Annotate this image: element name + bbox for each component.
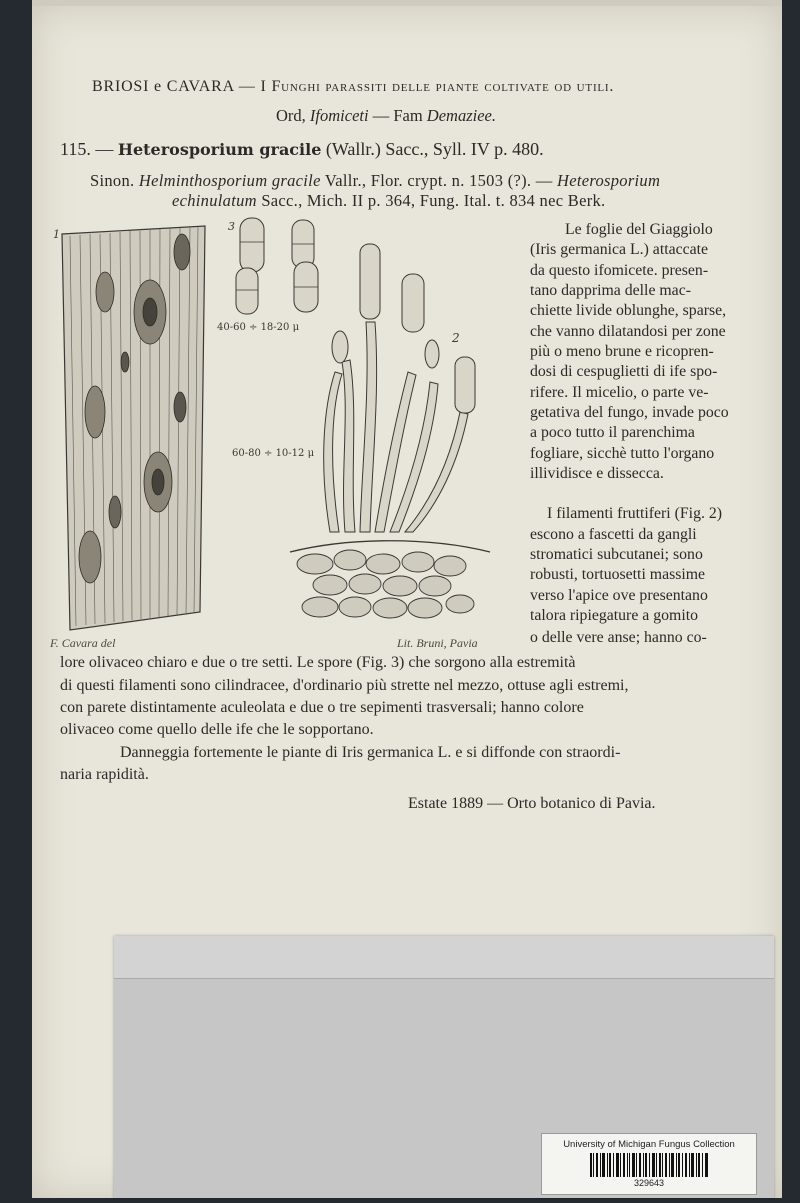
envelope-flap[interactable] — [114, 936, 774, 979]
desc-full-line: olivaceo come quello delle ife che le sopportano. — [60, 721, 374, 738]
desc-line: verso l'apice ove presentano — [530, 587, 708, 604]
ord-label: Ord, — [276, 106, 306, 125]
artist-signature: F. Cavara del — [50, 636, 116, 650]
fig1-label: 1 — [53, 228, 60, 241]
printer-signature: Lit. Bruni, Pavia — [397, 636, 478, 650]
desc-line: rifere. Il micelio, o parte ve- — [530, 384, 709, 401]
plate-drawing — [50, 212, 520, 657]
desc-line: più o meno brune e ricopren- — [530, 343, 714, 360]
fig2-label: 2 — [452, 331, 460, 345]
desc-full-line: naria rapidità. — [60, 766, 149, 783]
desc-line: I filamenti fruttiferi (Fig. 2) — [547, 505, 723, 522]
fig3-label: 3 — [228, 220, 235, 233]
desc-line: da questo ifomicete. presen- — [530, 262, 709, 279]
desc-line: fogliare, sicchè tutto l'organo — [530, 445, 715, 462]
desc-line: che vanno dilatandosi per zone — [530, 323, 726, 340]
desc-full-line: lore olivaceo chiaro e due o tre setti. Le spore (Fig. 3) che sorgono alla estremità — [60, 654, 576, 671]
classification-line — [276, 106, 496, 126]
desc-line: getativa del fungo, invade poco — [530, 404, 729, 421]
species-heading — [60, 139, 544, 160]
synonym-line-1 — [90, 171, 660, 191]
desc-line: chiette livide oblunghe, sparse, — [530, 302, 727, 319]
species-name: Heterosporium gracile — [117, 140, 322, 159]
header-series-title: — I Funghi parassiti delle piante coltivate od utili. — [238, 78, 615, 95]
synonym-label: Sinon. — [90, 171, 135, 190]
desc-full-line: Danneggia fortemente le piante di Iris germanica L. e si diffonde con straordi- — [120, 744, 621, 761]
desc-line: illividisce e dissecca. — [530, 465, 664, 482]
fig2-stroma-tissue — [290, 541, 490, 618]
desc-line: robusti, tortuosetti massime — [530, 566, 706, 583]
barcode-icon — [590, 1153, 708, 1177]
synonym-genus-2: Heterosporium — [557, 171, 661, 190]
synonym-epithet-2: echinulatum — [172, 191, 257, 210]
synonym-line-2 — [172, 191, 605, 211]
botanical-plate — [50, 212, 520, 657]
synonym-name-1: Helminthosporium gracile — [138, 171, 321, 190]
family-label: — Fam — [372, 106, 423, 125]
herbarium-label — [541, 1133, 757, 1195]
synonym-citation-2: Sacc., Mich. II p. 364, Fung. Ital. t. 834 nec Berk. — [261, 191, 606, 210]
desc-full-line: di questi filamenti sono cilindracee, d'ordinario più strette nel mezzo, ottuse agli estremi, — [60, 677, 629, 694]
barcode-number: 329643 — [633, 1178, 665, 1188]
fig2-conidiophores — [324, 244, 475, 532]
collection-note: Estate 1889 — Orto botanico di Pavia. — [408, 795, 656, 812]
desc-line: o delle vere anse; hanno co- — [530, 629, 707, 646]
fig3-spores — [236, 218, 318, 314]
desc-line: talora ripiegature a gomito — [530, 607, 698, 624]
hyphae-dimension-caption: 60-80 ÷ 10-12 μ — [232, 448, 315, 459]
family-name: Demaziee. — [426, 106, 496, 125]
desc-line: tano dapprima delle mac- — [530, 282, 691, 299]
desc-line: (Iris germanica L.) attaccate — [530, 241, 709, 258]
desc-line: escono a fascetti da gangli — [530, 526, 697, 543]
desc-line: dosi di cespuglietti di ife spo- — [530, 363, 718, 380]
header-authors: BRIOSI e CAVARA — [92, 78, 235, 95]
collection-name: University of Michigan Fungus Collection — [563, 1139, 735, 1150]
desc-full-line: con parete distintamente aculeolata e due o tre sepimenti trasversali; hanno colore — [60, 699, 584, 716]
desc-line: Le foglie del Giaggiolo — [565, 221, 713, 238]
page-header — [92, 78, 614, 96]
spore-dimension-caption: 40-60 ÷ 18-20 μ — [217, 322, 300, 333]
order-name: Ifomiceti — [309, 106, 369, 125]
species-number: 115. — — [60, 139, 114, 159]
synonym-citation-1: Vallr., Flor. crypt. n. 1503 (?). — — [324, 171, 553, 190]
desc-line: stromatici subcutanei; sono — [530, 546, 703, 563]
desc-line: a poco tutto il parenchima — [530, 424, 695, 441]
fig1-leaf-fragment — [62, 226, 205, 630]
species-authority: (Wallr.) Sacc., Syll. IV p. 480. — [325, 139, 544, 159]
